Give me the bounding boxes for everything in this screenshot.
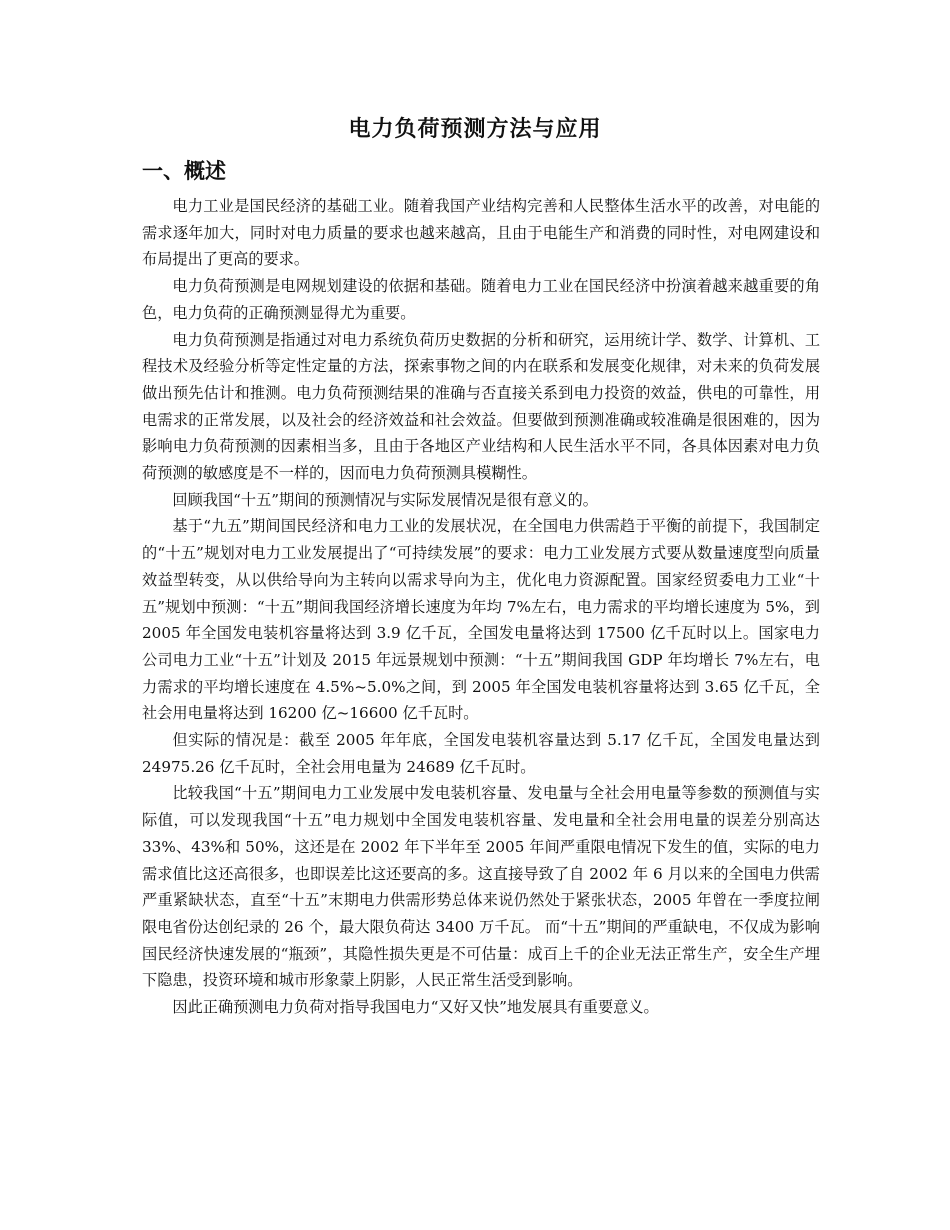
document-title: 电力负荷预测方法与应用 (348, 117, 602, 142)
paragraph: 因此正确预测电力负荷对指导我国电力“又好又快”地发展具有重要意义。 (172, 998, 659, 1017)
document-body (142, 193, 820, 1021)
paragraph: 回顾我国“十五”期间的预测情况与实际发展情况是很有意义的。 (172, 490, 598, 509)
paragraph: 电力负荷预测是电网规划建设的依据和基础。随着电力工业在国民经济中扮演着越来越重要的角色，电力负荷的正确预测显得尤为重要。 (142, 277, 820, 322)
paragraph: 比较我国“十五”期间电力工业发展中发电装机容量、发电量与全社会用电量等参数的预测值与实际值，可以发现我国“十五”电力规划中全国发电装机容量、发电量和全社会用电量的误差分别高达 33%、43%和 50%，这还是在 2002 年下半年至 2005 年间严重限电情况下发生的值，实际的电力需求值比这还高很多，也即误差比这还要高的多。这直接导致了自 2002 年 6 月以来的全国电力供需严重紧缺状态，直至“十五”末期电力供需形势总体来说仍然处于紧张状态，2005 年曾在一季度拉闸限电省份达创纪录的 26 个，最大限负荷达 3400 万千瓦。 而“十五”期间的严重缺电，不仅成为影响国民经济快速发展的“瓶颈”，其隐性损失更是不可估量：成百上千的企业无法正常生产，安全生产埋下隐患，投资环境和城市形象蒙上阴影，人民正常生活受到影响。 (142, 784, 820, 990)
paragraph: 但实际的情况是：截至 2005 年年底，全国发电装机容量达到 5.17 亿千瓦，全国发电量达到 24975.26 亿千瓦时，全社会用电量为 24689 亿千瓦时。 (142, 731, 820, 776)
section-heading: 一、概述 (142, 159, 226, 183)
paragraph: 电力工业是国民经济的基础工业。随着我国产业结构完善和人民整体生活水平的改善，对电能的需求逐年加大，同时对电力质量的要求也越来越高，且由于电能生产和消费的同时性，对电网建设和布局提出了更高的要求。 (142, 197, 820, 269)
paragraph: 电力负荷预测是指通过对电力系统负荷历史数据的分析和研究，运用统计学、数学、计算机、工程技术及经验分析等定性定量的方法，探索事物之间的内在联系和发展变化规律，对未来的负荷发展做出预先估计和推测。电力负荷预测结果的准确与否直接关系到电力投资的效益，供电的可靠性，用电需求的正常发展，以及社会的经济效益和社会效益。但要做到预测准确或较准确是很困难的，因为影响电力负荷预测的因素相当多，且由于各地区产业结构和人民生活水平不同，各具体因素对电力负荷预测的敏感度是不一样的，因而电力负荷预测具模糊性。 (142, 330, 820, 483)
paragraph: 基于“九五”期间国民经济和电力工业的发展状况，在全国电力供需趋于平衡的前提下，我国制定的“十五”规划对电力工业发展提出了“可持续发展”的要求：电力工业发展方式要从数量速度型向质量效益型转变，从以供给导向为主转向以需求导向为主，优化电力资源配置。国家经贸委电力工业“十五”规划中预测：“十五”期间我国经济增长速度为年均 7%左右，电力需求的平均增长速度为 5%，到 2005 年全国发电装机容量将达到 3.9 亿千瓦，全国发电量将达到 17500 亿千瓦时以上。国家电力公司电力工业“十五”计划及 2015 年远景规划中预测：“十五”期间我国 GDP 年均增长 7%左右，电力需求的平均增长速度在 4.5%~5.0%之间，到 2005 年全国发电装机容量将达到 3.65 亿千瓦，全社会用电量将达到 16200 亿~16600 亿千瓦时。 (142, 517, 820, 723)
